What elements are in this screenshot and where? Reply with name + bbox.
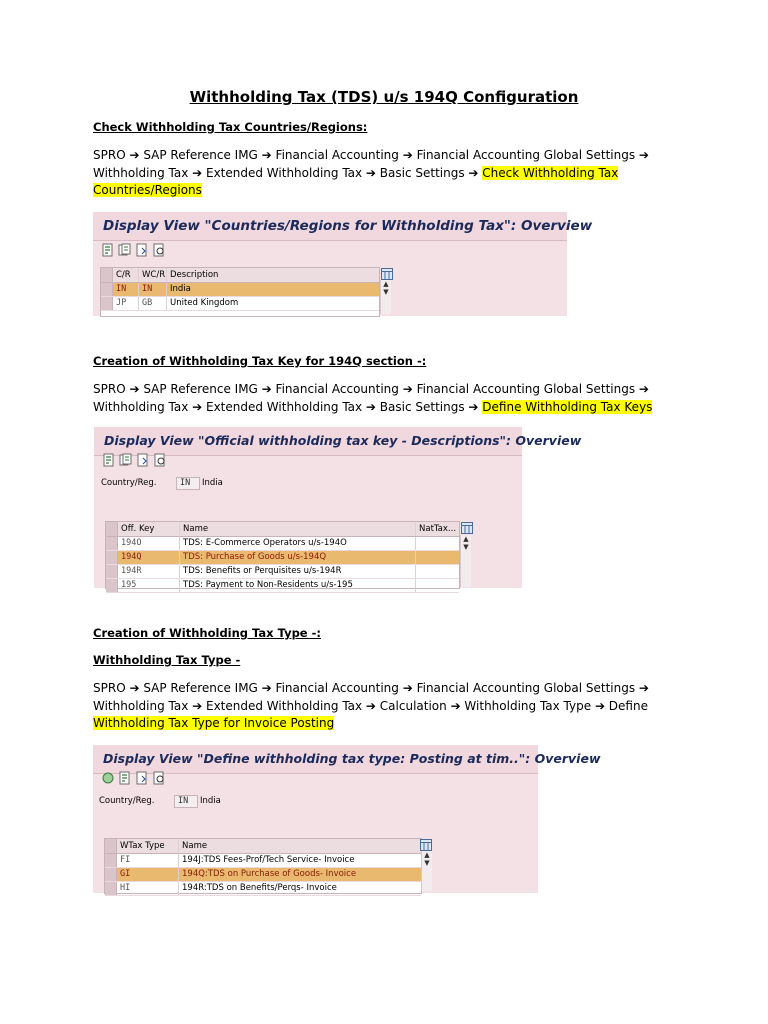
cell-wtax-type: FI <box>117 854 179 867</box>
cell-name: 194R:TDS on Benefits/Perqs- Invoice <box>182 883 337 893</box>
copy-entry-icon[interactable] <box>119 453 133 467</box>
cell-off-key: 194Q <box>118 551 180 564</box>
table-row[interactable] <box>106 565 459 579</box>
cell-name: TDS: E-Commerce Operators u/s-194O <box>180 537 416 550</box>
table-row[interactable] <box>105 868 421 882</box>
document-title: Withholding Tax (TDS) u/s 194Q Configuration <box>189 88 579 106</box>
column-header[interactable]: WC/R <box>139 268 167 282</box>
column-header[interactable]: Description <box>170 270 219 280</box>
row-selector[interactable] <box>105 868 117 881</box>
copy-entry-icon[interactable] <box>118 243 132 257</box>
row-selector[interactable] <box>105 882 117 895</box>
table-row[interactable] <box>101 297 379 311</box>
column-header[interactable]: WTax Type <box>117 839 179 853</box>
toolbar <box>102 453 167 469</box>
path-text: SPRO ➔ SAP Reference IMG ➔ Financial Accounting ➔ Financial Accounting Global Settings ➔ Withholding Tax ➔ Extended Withholding Tax ➔ Calculation ➔ Withholding Tax Type ➔ Define <box>93 681 649 713</box>
find-icon[interactable] <box>152 771 166 785</box>
cell-description: India <box>170 284 191 294</box>
path-highlight: Check Withholding Tax Countries/Regions <box>93 165 619 197</box>
cell-nattax <box>416 565 456 578</box>
table-row[interactable] <box>106 537 459 551</box>
display-change-icon[interactable] <box>102 453 116 467</box>
cell-nattax <box>416 579 456 592</box>
find-icon[interactable] <box>152 243 166 257</box>
country-label: Country/Reg. <box>99 796 155 806</box>
refresh-icon[interactable] <box>101 771 115 785</box>
sap-screen-countries <box>93 212 593 316</box>
country-name: India <box>202 478 223 488</box>
country-code-field[interactable]: IN <box>176 477 200 490</box>
row-selector[interactable] <box>101 283 113 296</box>
path-highlight: Withholding Tax Type for Invoice Posting <box>93 716 335 730</box>
sap-screen-tax-keys <box>94 427 582 590</box>
cell-name: TDS: Benefits or Perquisites u/s-194R <box>180 565 416 578</box>
details-icon[interactable] <box>135 243 149 257</box>
table-row[interactable] <box>106 579 459 593</box>
row-selector-header[interactable] <box>106 522 118 536</box>
screen-title: Display View "Official withholding tax key - Descriptions": Overview <box>94 427 522 456</box>
row-selector[interactable] <box>101 297 113 310</box>
table-header <box>105 839 421 854</box>
table-scrollbar[interactable]: ▲ ▼ <box>460 535 471 587</box>
cell-cr: IN <box>113 283 139 296</box>
screen-title: Display View "Define withholding tax type: Posting at tim..": Overview <box>93 745 538 774</box>
table-row[interactable] <box>101 283 379 297</box>
cell-off-key: 195 <box>118 579 180 592</box>
cell-wtax-type: GI <box>117 868 179 881</box>
cell-wcr: IN <box>139 283 167 296</box>
section-heading-countries: Check Withholding Tax Countries/Regions: <box>93 120 368 134</box>
cell-wcr: GB <box>139 297 167 310</box>
cell-name: 194J:TDS Fees-Prof/Tech Service- Invoice <box>182 855 355 865</box>
cell-nattax <box>416 537 456 550</box>
tax-keys-table <box>105 521 460 589</box>
cell-name: TDS: Purchase of Goods u/s-194Q <box>180 551 416 564</box>
country-name: India <box>200 796 221 806</box>
details-icon[interactable] <box>136 453 150 467</box>
table-scrollbar[interactable]: ▲ ▼ <box>421 851 432 891</box>
cell-off-key: 194O <box>118 537 180 550</box>
table-row[interactable] <box>106 551 459 565</box>
table-settings-icon[interactable] <box>461 522 473 534</box>
row-selector[interactable] <box>106 565 118 578</box>
display-change-icon[interactable] <box>101 243 115 257</box>
table-scrollbar[interactable]: ▲ ▼ <box>380 280 391 314</box>
table-header <box>106 522 459 537</box>
table-settings-icon[interactable] <box>381 268 393 280</box>
navigation-path-tax-key <box>93 381 653 416</box>
table-row[interactable] <box>105 882 421 896</box>
navigation-path-tax-type <box>93 680 653 733</box>
country-label: Country/Reg. <box>101 478 157 488</box>
find-icon[interactable] <box>153 453 167 467</box>
navigation-path-countries <box>93 147 653 200</box>
table-settings-icon[interactable] <box>420 839 432 851</box>
cell-name: TDS: Payment to Non-Residents u/s-195 <box>180 579 416 592</box>
section-heading-tax-type: Creation of Withholding Tax Type -: <box>93 626 321 640</box>
row-selector[interactable] <box>106 579 118 592</box>
column-header[interactable]: C/R <box>113 268 139 282</box>
cell-cr: JP <box>113 297 139 310</box>
table-row[interactable] <box>105 854 421 868</box>
column-header[interactable]: Name <box>182 841 208 851</box>
cell-nattax <box>416 551 456 564</box>
path-highlight: Define Withholding Tax Keys <box>482 399 653 414</box>
row-selector-header[interactable] <box>101 268 113 282</box>
column-header[interactable]: Name <box>180 522 416 536</box>
row-selector[interactable] <box>106 537 118 550</box>
subheading-tax-type: Withholding Tax Type - <box>93 653 241 667</box>
screen-title: Display View "Countries/Regions for Withholding Tax": Overview <box>93 212 567 241</box>
cell-off-key: 194R <box>118 565 180 578</box>
sap-screen-tax-types <box>93 745 601 893</box>
cell-name: 194Q:TDS on Purchase of Goods- Invoice <box>182 869 357 879</box>
row-selector-header[interactable] <box>105 839 117 853</box>
cell-description: United Kingdom <box>170 298 239 308</box>
toolbar <box>101 243 166 259</box>
cell-wtax-type: HI <box>117 882 179 895</box>
column-header[interactable]: NatTax... <box>419 524 457 534</box>
toolbar <box>101 771 166 787</box>
country-code-field[interactable]: IN <box>174 795 198 808</box>
countries-table <box>100 267 380 317</box>
table-header <box>101 268 379 283</box>
path-text: SPRO ➔ SAP Reference IMG ➔ Financial Accounting ➔ Financial Accounting Global Settings ➔ Withholding Tax ➔ Extended Withholding Tax ➔ Basic Settings ➔ <box>93 382 649 414</box>
row-selector[interactable] <box>106 551 118 564</box>
section-heading-tax-key: Creation of Withholding Tax Key for 194Q section -: <box>93 354 427 368</box>
path-text: SPRO ➔ SAP Reference IMG ➔ Financial Accounting ➔ Financial Accounting Global Settings ➔ Withholding Tax ➔ Extended Withholding Tax ➔ Basic Settings ➔ <box>93 148 649 180</box>
tax-types-table <box>104 838 422 894</box>
column-header[interactable]: Off. Key <box>118 522 180 536</box>
display-change-icon[interactable] <box>118 771 132 785</box>
details-icon[interactable] <box>135 771 149 785</box>
row-selector[interactable] <box>105 854 117 867</box>
